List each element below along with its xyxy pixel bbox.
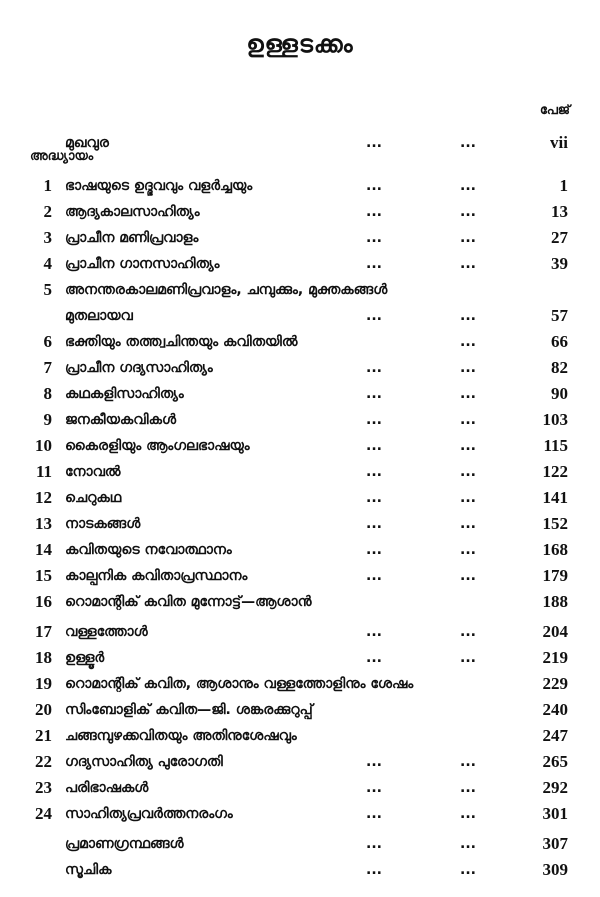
toc-row xyxy=(0,564,600,588)
chapter-number: 2 xyxy=(43,202,52,221)
leader-dots: ... xyxy=(366,412,382,428)
chapter-number: 10 xyxy=(35,436,52,455)
chapter-number: 3 xyxy=(43,228,52,247)
toc-row xyxy=(0,252,600,276)
leader-dots: ... xyxy=(460,412,476,428)
toc-label-continued: മുതലായവ xyxy=(65,308,133,324)
leader-dots: ... xyxy=(366,836,382,852)
leader-dots: ... xyxy=(460,334,476,350)
leader-dots: ... xyxy=(460,230,476,246)
toc-page-number: 90 xyxy=(551,384,568,403)
toc-label: പ്രമാണഗ്രന്ഥങ്ങൾ xyxy=(65,836,184,852)
toc-page-number: 301 xyxy=(542,804,568,823)
leader-dots: ... xyxy=(366,230,382,246)
leader-dots: ... xyxy=(460,308,476,324)
toc-row xyxy=(0,200,600,224)
toc-page-number: 57 xyxy=(551,306,568,325)
toc-page-number: 1 xyxy=(559,176,568,195)
chapter-number: 6 xyxy=(43,332,52,351)
chapter-number: 7 xyxy=(43,358,52,377)
leader-dots: ... xyxy=(460,178,476,194)
toc-page-number: 188 xyxy=(542,592,568,611)
leader-dots: ... xyxy=(366,862,382,878)
leader-dots: ... xyxy=(366,780,382,796)
page-column-header: പേജ് xyxy=(539,103,570,118)
toc-label: പ്രാചീന ഗാനസാഹിത്യം xyxy=(65,256,220,272)
leader-dots: ... xyxy=(460,135,476,151)
toc-label: ഉള്ളൂർ xyxy=(65,650,105,666)
toc-page-number: 13 xyxy=(551,202,568,221)
chapter-number: 22 xyxy=(35,752,52,771)
toc-row xyxy=(0,174,600,198)
toc-label: പരിഭാഷകൾ xyxy=(65,780,149,796)
leader-dots: ... xyxy=(366,490,382,506)
leader-dots: ... xyxy=(366,204,382,220)
toc-row xyxy=(0,698,600,722)
toc-row xyxy=(0,750,600,774)
toc-label: അനന്തരകാലമണിപ്രവാളം, ചമ്പുക്കും, മുക്തകങ്ങൾ xyxy=(65,282,388,298)
chapter-number: 20 xyxy=(35,700,52,719)
chapter-number: 23 xyxy=(35,778,52,797)
toc-label: സൂചിക xyxy=(65,862,112,878)
toc-page-number: 265 xyxy=(542,752,568,771)
toc-page-number: 39 xyxy=(551,254,568,273)
toc-row xyxy=(0,226,600,250)
chapter-number: 13 xyxy=(35,514,52,533)
chapter-number: 8 xyxy=(43,384,52,403)
leader-dots: ... xyxy=(460,754,476,770)
leader-dots: ... xyxy=(366,542,382,558)
toc-row xyxy=(0,434,600,458)
page-title: ഉള്ളടക്കം xyxy=(246,30,354,58)
leader-dots: ... xyxy=(366,806,382,822)
toc-page-number: 247 xyxy=(542,726,568,745)
chapter-number: 18 xyxy=(35,648,52,667)
toc-row xyxy=(0,538,600,562)
toc-row xyxy=(0,646,600,670)
leader-dots: ... xyxy=(460,650,476,666)
chapter-number: 21 xyxy=(35,726,52,745)
leader-dots: ... xyxy=(460,806,476,822)
chapter-number: 17 xyxy=(35,622,52,641)
chapter-number: 16 xyxy=(35,592,52,611)
toc-label: കൈരളിയും ആംഗലഭാഷയും xyxy=(65,438,250,454)
toc-page-number: 204 xyxy=(542,622,568,641)
toc-page-number: 307 xyxy=(542,834,568,853)
leader-dots: ... xyxy=(366,178,382,194)
toc-label: റൊമാന്റിക് കവിത, ആശാനും വള്ളത്തോളിനും ശേഷം xyxy=(65,676,414,692)
toc-page-number: 27 xyxy=(551,228,568,247)
leader-dots: ... xyxy=(366,516,382,532)
toc-row xyxy=(0,590,600,614)
leader-dots: ... xyxy=(366,256,382,272)
leader-dots: ... xyxy=(460,256,476,272)
leader-dots: ... xyxy=(366,135,382,151)
leader-dots: ... xyxy=(366,386,382,402)
toc-page-number: 168 xyxy=(542,540,568,559)
chapter-number: 9 xyxy=(43,410,52,429)
toc-row-appendix xyxy=(0,858,600,882)
leader-dots: ... xyxy=(366,308,382,324)
toc-page-number: 152 xyxy=(542,514,568,533)
chapter-number: 11 xyxy=(35,462,52,481)
toc-label: നോവൽ xyxy=(65,464,121,480)
toc-label: കവിതയുടെ നവോത്ഥാനം xyxy=(65,542,232,558)
leader-dots: ... xyxy=(460,490,476,506)
toc-page-number: 82 xyxy=(551,358,568,377)
toc-label: വള്ളത്തോൾ xyxy=(65,624,148,640)
toc-page-number: 179 xyxy=(542,566,568,585)
leader-dots: ... xyxy=(460,204,476,220)
toc-label: കഥകളിസാഹിത്യം xyxy=(65,386,184,402)
leader-dots: ... xyxy=(366,464,382,480)
chapter-number: 24 xyxy=(35,804,52,823)
leader-dots: ... xyxy=(460,516,476,532)
toc-label: ഭക്തിയും തത്ത്വചിന്തയും കവിതയിൽ xyxy=(65,334,298,350)
toc-label: ഗദ്യസാഹിത്യ പുരോഗതി xyxy=(65,754,223,770)
toc-label: പ്രാചീന ഗദ്യസാഹിത്യം xyxy=(65,360,213,376)
toc-page-number: 240 xyxy=(542,700,568,719)
toc-row-appendix xyxy=(0,832,600,856)
leader-dots: ... xyxy=(460,386,476,402)
toc-row xyxy=(0,278,600,302)
toc-label: പ്രാചീന മണിപ്രവാളം xyxy=(65,230,199,246)
leader-dots: ... xyxy=(460,862,476,878)
leader-dots: ... xyxy=(460,360,476,376)
toc-label: കാല്പനിക കവിതാപ്രസ്ഥാനം xyxy=(65,568,248,584)
leader-dots: ... xyxy=(460,780,476,796)
toc-row xyxy=(0,620,600,644)
leader-dots: ... xyxy=(366,754,382,770)
toc-page-number: 219 xyxy=(542,648,568,667)
toc-row xyxy=(0,408,600,432)
toc-row xyxy=(0,672,600,696)
toc-label: സിംബോളിക് കവിത—ജി. ശങ്കരക്കുറുപ്പ് xyxy=(65,702,313,718)
leader-dots: ... xyxy=(366,568,382,584)
leader-dots: ... xyxy=(460,438,476,454)
leader-dots: ... xyxy=(460,464,476,480)
toc-page-number: 309 xyxy=(542,860,568,879)
toc-page-number: 115 xyxy=(543,436,568,455)
toc-row xyxy=(0,776,600,800)
toc-label: ജനകീയകവികൾ xyxy=(65,412,177,428)
toc-row xyxy=(0,724,600,748)
toc-label: നാടകങ്ങൾ xyxy=(65,516,141,532)
toc-label: ചെറുകഥ xyxy=(65,490,122,506)
leader-dots: ... xyxy=(460,542,476,558)
chapter-number: 5 xyxy=(43,280,52,299)
toc-label: ഭാഷയുടെ ഉദ്ഭവവും വളർച്ചയും xyxy=(65,178,253,194)
leader-dots: ... xyxy=(366,360,382,376)
toc-row xyxy=(0,382,600,406)
toc-label: സാഹിത്യപ്രവർത്തനരംഗം xyxy=(65,806,233,822)
toc-label: മുഖവുര xyxy=(65,135,109,151)
toc-row xyxy=(0,512,600,536)
toc-row xyxy=(0,460,600,484)
leader-dots: ... xyxy=(460,836,476,852)
toc-label: ആദ്യകാലസാഹിത്യം xyxy=(65,204,200,220)
toc-row-continued xyxy=(0,304,600,328)
leader-dots: ... xyxy=(366,624,382,640)
toc-page-number: 103 xyxy=(542,410,568,429)
chapter-number: 15 xyxy=(35,566,52,585)
chapter-number: 4 xyxy=(43,254,52,273)
toc-row xyxy=(0,330,600,354)
toc-page-number: 229 xyxy=(542,674,568,693)
chapter-number: 19 xyxy=(35,674,52,693)
chapter-number: 1 xyxy=(43,176,52,195)
toc-page-number: 122 xyxy=(542,462,568,481)
toc-row xyxy=(0,356,600,380)
chapter-number: 14 xyxy=(35,540,52,559)
leader-dots: ... xyxy=(460,568,476,584)
chapter-number: 12 xyxy=(35,488,52,507)
toc-page-number: 292 xyxy=(542,778,568,797)
leader-dots: ... xyxy=(366,438,382,454)
toc-row xyxy=(0,486,600,510)
leader-dots: ... xyxy=(366,650,382,666)
leader-dots: ... xyxy=(460,624,476,640)
toc-label: റൊമാന്റിക് കവിത മുന്നോട്ട്—ആശാൻ xyxy=(65,594,312,610)
toc-row xyxy=(0,802,600,826)
toc-page-number: 66 xyxy=(551,332,568,351)
toc-page-number: vii xyxy=(550,133,568,152)
chapter-column-header: അദ്ധ്യായം xyxy=(30,149,94,164)
toc-page-number: 141 xyxy=(542,488,568,507)
toc-label: ചങ്ങമ്പുഴക്കവിതയും അതിനുശേഷവും xyxy=(65,728,297,744)
